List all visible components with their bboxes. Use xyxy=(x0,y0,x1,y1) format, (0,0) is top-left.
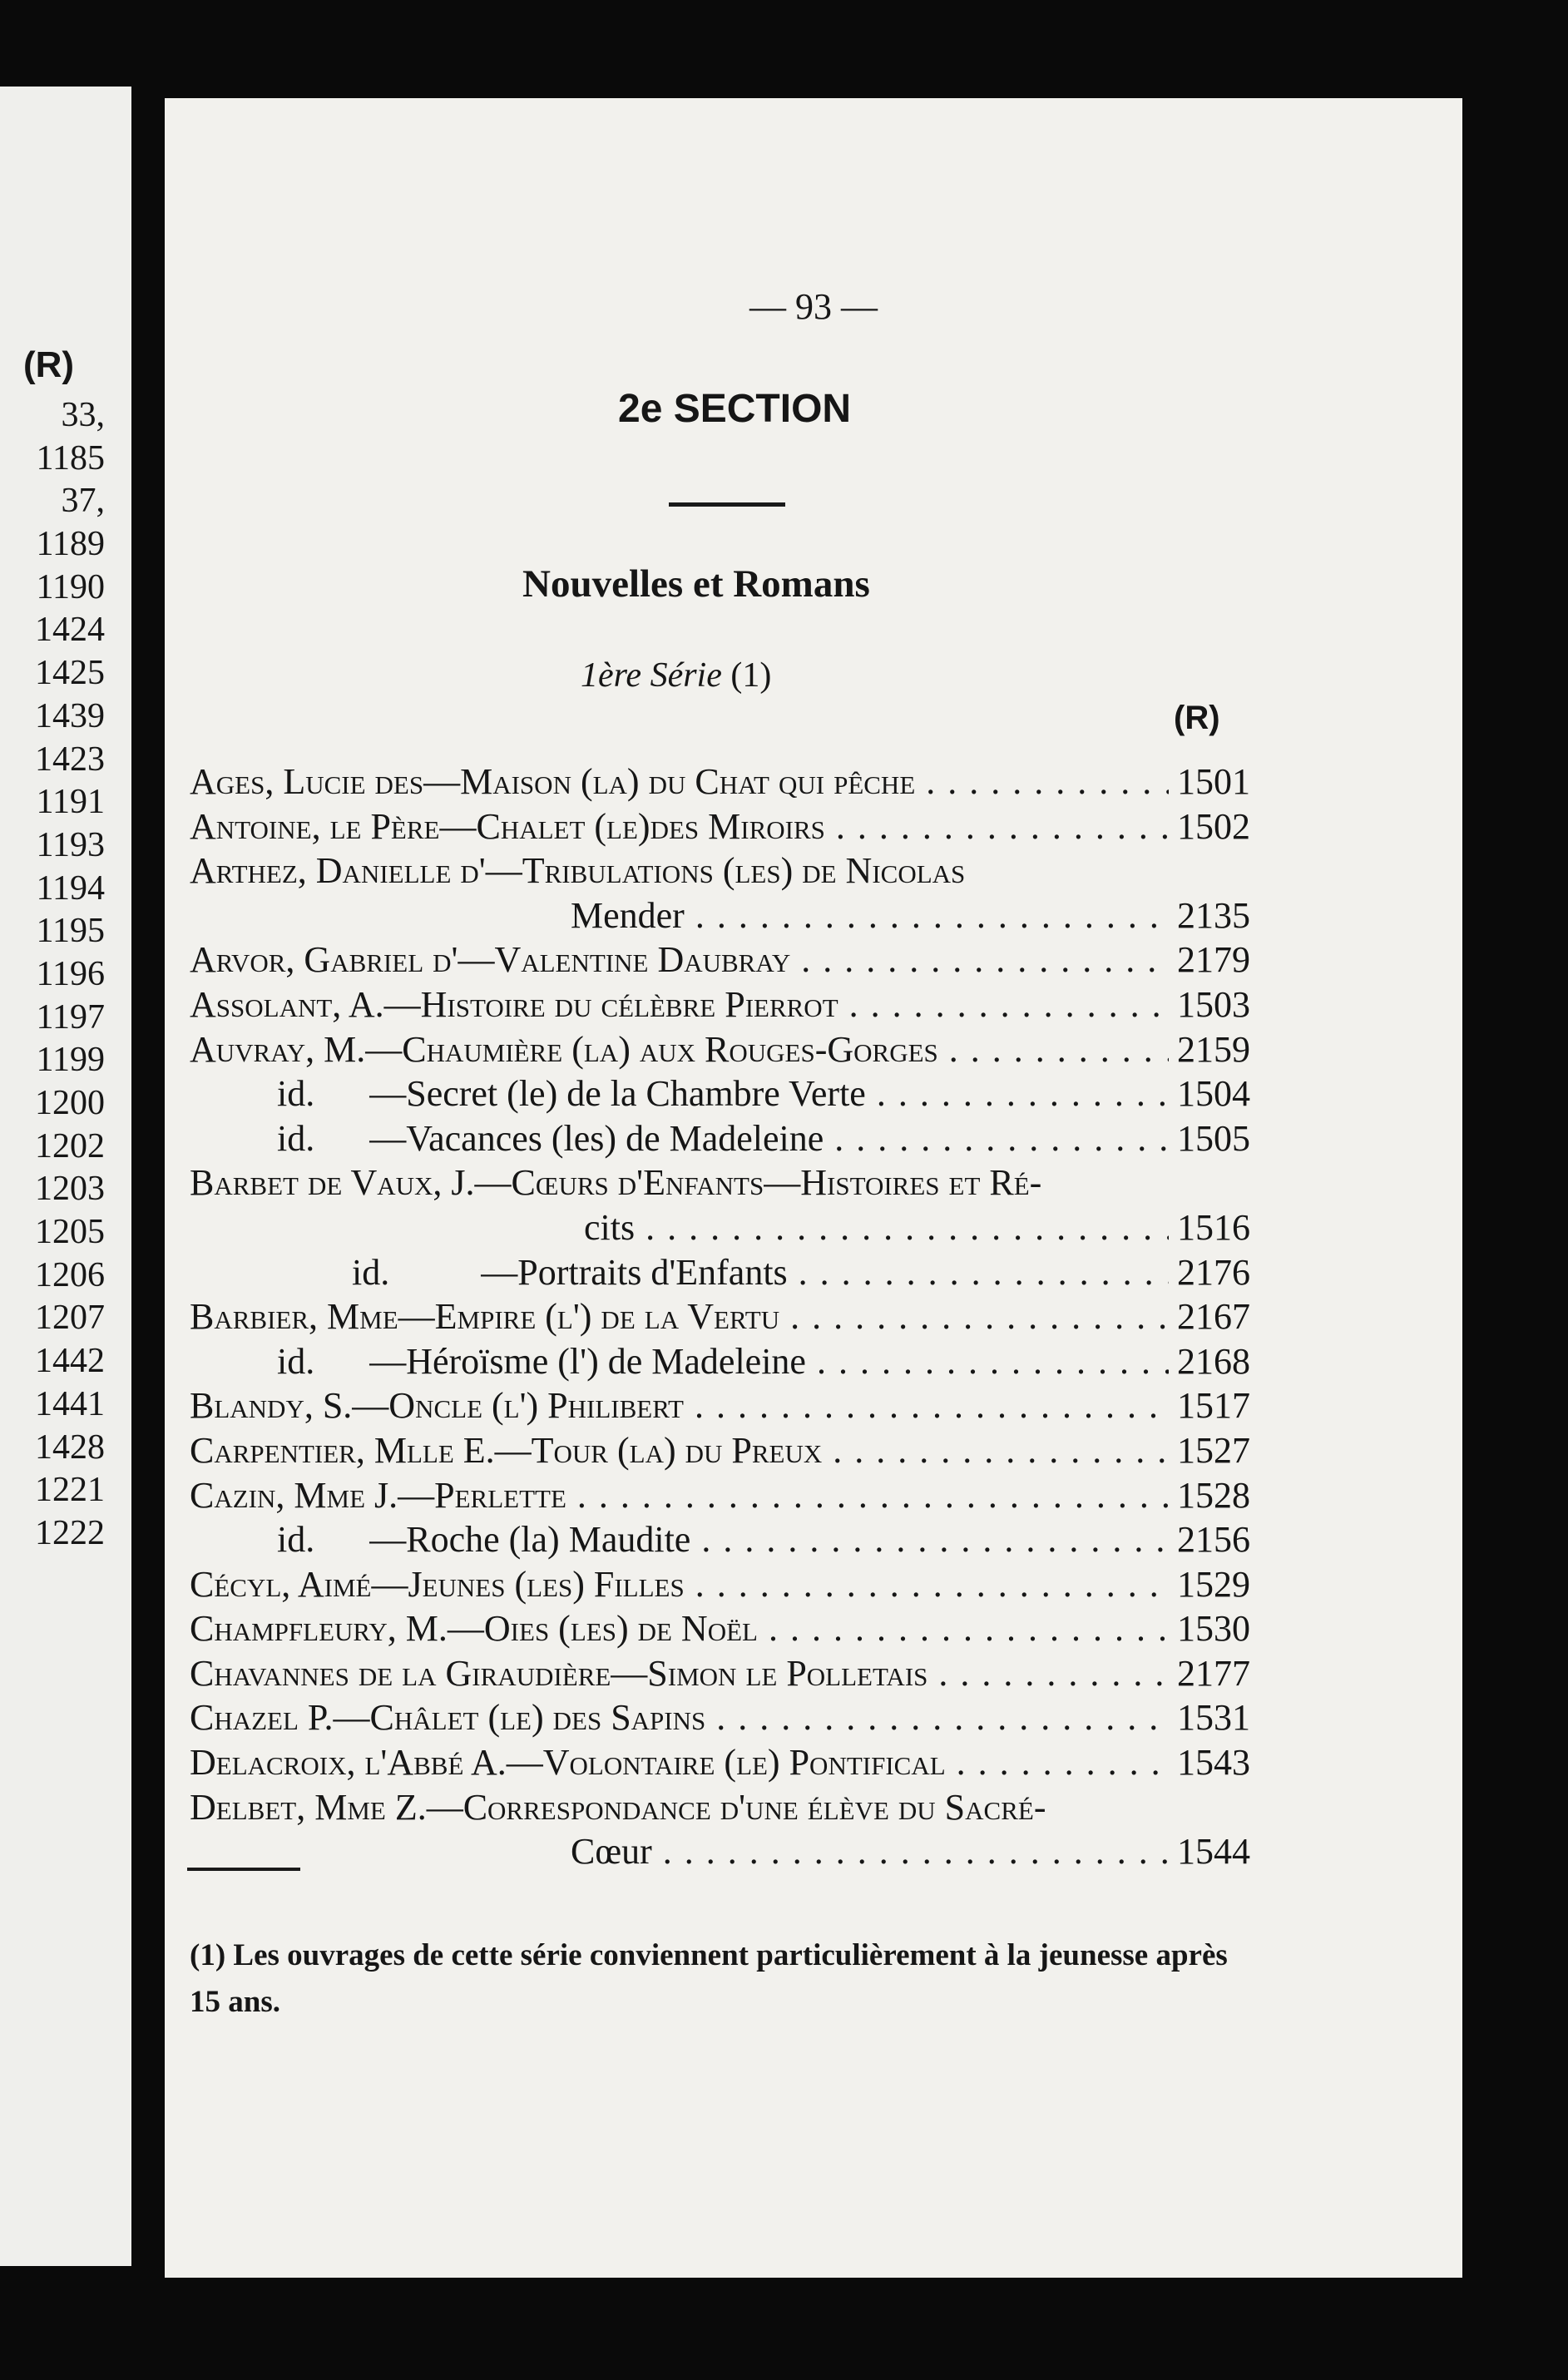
left-page-number: 1424 xyxy=(35,611,105,650)
catalog-entry xyxy=(190,1116,1250,1161)
entry-text: Arthez, Danielle d'—Tribulations (les) de Nicolas xyxy=(190,850,966,892)
entry-text: cits xyxy=(584,1206,636,1248)
entry-number: 1504 xyxy=(1169,1071,1250,1116)
page-gutter xyxy=(131,87,165,2266)
left-page-number: 33, xyxy=(61,396,105,434)
entry-text: Chavannes de la Giraudière—Simon le Polletais xyxy=(190,1652,928,1694)
entry-text: Antoine, le Père—Chalet (le)des Miroirs xyxy=(190,805,825,847)
category-title: Nouvelles et Romans xyxy=(522,562,870,606)
catalog-entry xyxy=(190,1606,1250,1651)
entry-text: Arvor, Gabriel d'—Valentine Daubray xyxy=(190,939,791,981)
left-page-number: 1423 xyxy=(35,740,105,779)
entry-text: Mender xyxy=(571,894,685,936)
left-page-number: 1206 xyxy=(35,1255,105,1294)
entry-text: Delbet, Mme Z.—Correspondance d'une élève du Sacré- xyxy=(190,1786,1046,1828)
catalog-entry xyxy=(190,938,1250,982)
footnote: (1) Les ouvrages de cette série conviennent particulièrement à la jeunesse après 15 ans. xyxy=(190,1938,1228,2019)
entry-text: id. —Portraits d'Enfants xyxy=(352,1251,788,1293)
entry-number: 1505 xyxy=(1169,1116,1250,1161)
left-page-number: 1190 xyxy=(36,567,105,606)
catalog-entry xyxy=(190,1428,1250,1473)
footnote-rule xyxy=(187,1868,300,1871)
catalog-entry xyxy=(190,1473,1250,1518)
entry-text: Chazel P.—Châlet (le) des Sapins xyxy=(190,1697,706,1739)
left-page-number: 1203 xyxy=(35,1170,105,1209)
entry-number: 2179 xyxy=(1169,938,1250,982)
entry-number: 2177 xyxy=(1169,1651,1250,1696)
column-r-label: (R) xyxy=(1174,700,1220,736)
entry-number: 1517 xyxy=(1169,1383,1250,1428)
catalog-entries xyxy=(190,760,1250,1874)
entry-number: 1528 xyxy=(1169,1473,1250,1518)
left-page-number: 1221 xyxy=(35,1471,105,1510)
entry-number: 2167 xyxy=(1169,1294,1250,1339)
catalog-entry xyxy=(190,1562,1250,1607)
catalog-entry xyxy=(190,1383,1250,1428)
entry-number: 2176 xyxy=(1169,1250,1250,1295)
entry-text: Cécyl, Aimé—Jeunes (les) Filles xyxy=(190,1563,685,1605)
entry-text: Blandy, S.—Oncle (l') Philibert xyxy=(190,1385,684,1427)
entry-text: Barbier, Mme—Empire (l') de la Vertu xyxy=(190,1296,780,1338)
left-page-number-column xyxy=(35,394,105,1556)
catalog-entry xyxy=(190,1740,1250,1785)
catalog-entry xyxy=(190,982,1250,1027)
left-page-fragment xyxy=(0,87,131,2266)
page-number: — 93 — xyxy=(749,286,878,327)
left-page-number: 1194 xyxy=(36,868,105,908)
entry-number: 2135 xyxy=(1169,893,1250,938)
catalog-entry xyxy=(190,1339,1250,1384)
left-page-number: 1205 xyxy=(35,1213,105,1252)
catalog-entry xyxy=(190,1027,1250,1072)
entry-text: Auvray, M.—Chaumière (la) aux Rouges-Gorges xyxy=(190,1028,938,1070)
left-page-number: 1196 xyxy=(36,954,105,993)
entry-number: 1543 xyxy=(1169,1740,1250,1785)
left-page-number: 1425 xyxy=(35,654,105,693)
left-page-number: 1439 xyxy=(35,696,105,735)
entry-number: 1544 xyxy=(1169,1829,1250,1874)
catalog-entry xyxy=(190,1829,1250,1874)
left-page-number: 1199 xyxy=(36,1041,105,1080)
entry-number: 1531 xyxy=(1169,1695,1250,1740)
left-page-number: 1200 xyxy=(35,1084,105,1122)
entry-number: 1501 xyxy=(1169,760,1250,804)
entry-text: id. —Roche (la) Maudite xyxy=(277,1519,691,1561)
left-page-number: 1195 xyxy=(36,912,105,951)
catalog-entry xyxy=(190,1517,1250,1562)
entry-text: id. —Secret (le) de la Chambre Verte xyxy=(277,1073,866,1115)
catalog-entry xyxy=(190,1651,1250,1696)
catalog-entry xyxy=(190,1160,1250,1205)
left-page-number: 1222 xyxy=(35,1513,105,1552)
series-heading xyxy=(581,656,771,695)
left-page-number: 1191 xyxy=(36,783,105,822)
entry-text: Champfleury, M.—Oies (les) de Noël xyxy=(190,1608,758,1650)
left-page-r-label: (R) xyxy=(23,344,75,385)
entry-text: Ages, Lucie des—Maison (la) du Chat qui pêche xyxy=(190,761,916,802)
entry-number: 1503 xyxy=(1169,982,1250,1027)
entry-text: id. —Héroïsme (l') de Madeleine xyxy=(277,1340,806,1382)
left-page-number: 37, xyxy=(61,482,105,521)
entry-text: id. —Vacances (les) de Madeleine xyxy=(277,1117,824,1159)
catalog-entry xyxy=(190,1294,1250,1339)
left-page-number: 1189 xyxy=(36,525,105,564)
catalog-entry xyxy=(190,804,1250,849)
entry-text: Cœur xyxy=(571,1831,652,1873)
entry-text: Cazin, Mme J.—Perlette xyxy=(190,1474,566,1516)
entry-text: Barbet de Vaux, J.—Cœurs d'Enfants—Histoires et Ré- xyxy=(190,1162,1042,1204)
series-footnote-ref: (1) xyxy=(730,656,772,695)
section-heading: 2e SECTION xyxy=(618,387,852,431)
entry-text: Delacroix, l'Abbé A.—Volontaire (le) Pontifical xyxy=(190,1742,946,1784)
title-rule xyxy=(669,502,785,507)
left-page-number: 1193 xyxy=(36,825,105,864)
entry-number: 1502 xyxy=(1169,804,1250,849)
left-page-number: 1441 xyxy=(35,1384,105,1423)
catalog-entry xyxy=(190,1250,1250,1295)
catalog-entry xyxy=(190,1071,1250,1116)
left-page-number: 1207 xyxy=(35,1299,105,1338)
catalog-entry xyxy=(190,849,1250,893)
left-page-number: 1428 xyxy=(35,1428,105,1467)
entry-text: Assolant, A.—Histoire du célèbre Pierrot xyxy=(190,983,838,1025)
left-page-number: 1197 xyxy=(36,997,105,1037)
catalog-entry xyxy=(190,1205,1250,1250)
right-page xyxy=(165,98,1462,2278)
entry-number: 2159 xyxy=(1169,1027,1250,1072)
entry-text: Carpentier, Mlle E.—Tour (la) du Preux xyxy=(190,1429,823,1471)
entry-number: 2156 xyxy=(1169,1517,1250,1562)
left-page-number: 1442 xyxy=(35,1342,105,1381)
left-page-number: 1202 xyxy=(35,1126,105,1165)
catalog-entry xyxy=(190,893,1250,938)
entry-number: 1529 xyxy=(1169,1562,1250,1607)
catalog-entry xyxy=(190,1785,1250,1830)
entry-number: 1516 xyxy=(1169,1205,1250,1250)
left-page-number: 1185 xyxy=(36,438,105,477)
series-label: 1ère Série xyxy=(581,656,722,695)
entry-number: 1527 xyxy=(1169,1428,1250,1473)
catalog-entry xyxy=(190,1695,1250,1740)
catalog-entry xyxy=(190,760,1250,804)
entry-number: 2168 xyxy=(1169,1339,1250,1384)
entry-number: 1530 xyxy=(1169,1606,1250,1651)
